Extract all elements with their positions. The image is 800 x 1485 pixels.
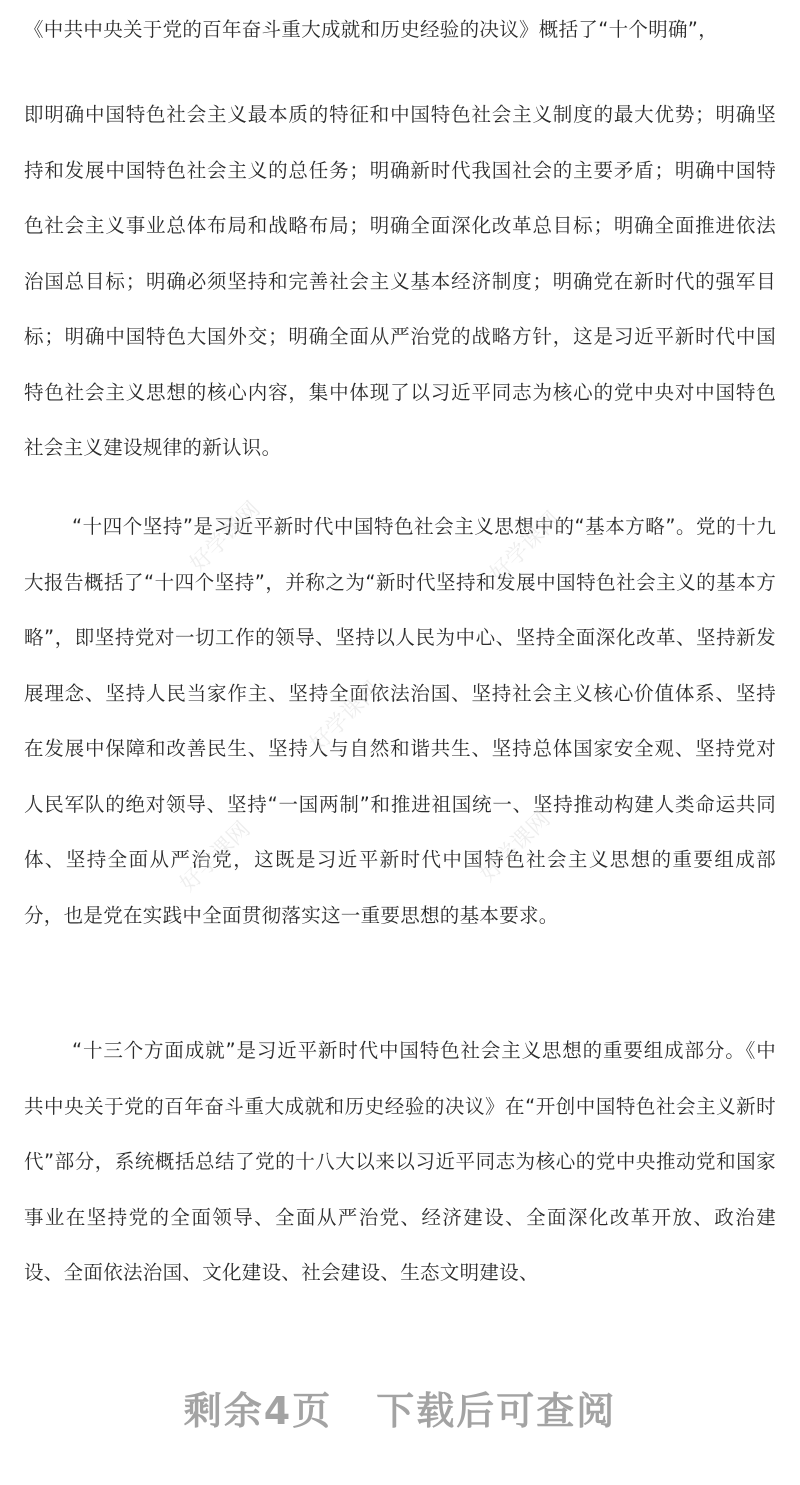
paragraph-thirteen-achievements: “十三个方面成就”是习近平新时代中国特色社会主义思想的重要组成部分。《中共中央关于党的百年奋斗重大成就和历史经验的决议》在“开创中国特色社会主义新时代”部分，系统概括总结了党的十八大以来以习近平同志为核心的党中央推动党和国家事业在坚持党的全面领导、全面从严治党、经济建设、全面深化改革开放、政治建设、全面依法治国、文化建设、社会建设、生态文明建设、 xyxy=(24,1039,776,1284)
watermark: 好学课网 xyxy=(485,506,566,587)
paragraph-intro: 《中共中央关于党的百年奋斗重大成就和历史经验的决议》概括了“十个明确”， xyxy=(24,18,719,41)
download-prompt-banner[interactable] xyxy=(0,1380,800,1435)
watermark: 好学课网 xyxy=(175,816,256,897)
paragraph-fourteen-adherences: “十四个坚持”是习近平新时代中国特色社会主义思想中的“基本方略”。党的十九大报告概括了“十四个坚持”，并称之为“新时代坚持和发展中国特色社会主义的基本方略”，即坚持党对一切工作的领导、坚持以人民为中心、坚持全面深化改革、坚持新发展理念、坚持人民当家作主、坚持全面依法治国、坚持社会主义核心价值体系、坚持在发展中保障和改善民生、坚持人与自然和谐共生、坚持总体国家安全观、坚持党对人民军队的绝对领导、坚持“一国两制”和推进祖国统一、坚持推动构建人类命运共同体、坚持全面从严治党，这既是习近平新时代中国特色社会主义思想的重要组成部分，也是党在实践中全面贯彻落实这一重要思想的基本要求。 xyxy=(24,515,776,927)
download-to-view-label: 下载后可查阅 xyxy=(376,1389,617,1433)
watermark: 好学课网 xyxy=(185,496,266,577)
watermark: 好学课网 xyxy=(305,676,386,757)
remaining-pages-label: 剩余4页 xyxy=(183,1389,333,1433)
paragraph-ten-clarifications: 即明确中国特色社会主义最本质的特征和中国特色社会主义制度的最大优势；明确坚持和发展中国特色社会主义的总任务；明确新时代我国社会的主要矛盾；明确中国特色社会主义事业总体布局和战略布局；明确全面深化改革总目标；明确全面推进依法治国总目标；明确必须坚持和完善社会主义基本经济制度；明确党在新时代的强军目标；明确中国特色大国外交；明确全面从严治党的战略方针，这是习近平新时代中国特色社会主义思想的核心内容，集中体现了以习近平同志为核心的党中央对中国特色社会主义建设规律的新认识。 xyxy=(24,103,776,459)
watermark: 好学课网 xyxy=(475,806,556,887)
